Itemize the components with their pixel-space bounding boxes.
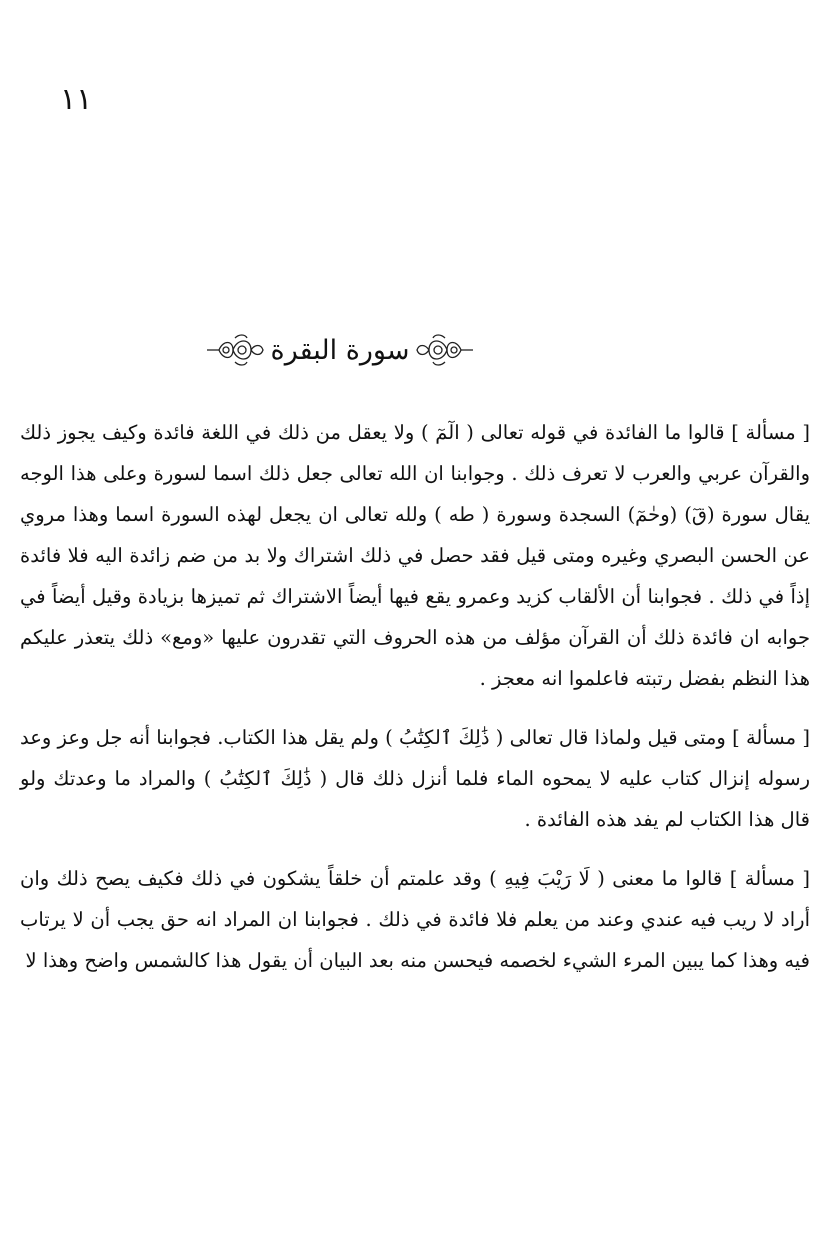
paragraph-1 [20,412,810,699]
paragraph-text: قالوا ما معنى ( لَا رَيْبَ فِيهِ ) وقد علمتم أن خلقاً يشكون في ذلك فكيف يصح ذلك وان أراد لا ريب فيه عندي وعند من يعلم فلا فائدة في ذلك . فجوابنا ان المراد انه حق يجب أن لا يرتاب فيه وهذا كما يبين المرء الشيء لخصمه فيحسن منه بعد البيان أن يقول هذا كالشمس واضح وهذا لا [20,867,810,972]
paragraph-2 [20,717,810,840]
paragraph-label: [ مسألة ] [729,867,810,890]
surah-title: سورة البقرة [270,334,410,366]
body-text [20,412,810,981]
surah-heading [205,320,475,380]
paragraph-text: قالوا ما الفائدة في قوله تعالى ( الٓمٓ ) ولا يعقل من ذلك في اللغة فائدة وكيف يجوز ذلك والقرآن عربي والعرب لا تعرف ذلك . وجوابنا ان الله تعالى جعل ذلك اسما لسورة وعلى هذا الوجه يقال سورة (قٓ) (وحٰمٓ) السجدة وسورة ( طه ) ولله تعالى ان يجعل لهذه السورة اسما وهذا مروي عن الحسن البصري وغيره ومتى قيل فقد حصل في ذلك اشتراك ولا بد من ضم زائدة اليه فلا فائدة إذاً في ذلك . فجوابنا أن الألقاب كزيد وعمرو يقع فيها أيضاً الاشتراك ثم تميزها بزيادة وقيل أيضاً في جوابه ان فائدة ذلك أن القرآن مؤلف من هذه الحروف التي تقدرون عليها «ومع» ذلك يتعذر عليكم هذا النظم بفضل رتبته فاعلموا انه معجز . [20,421,810,690]
ornament-right-icon [415,330,475,370]
paragraph-label: [ مسألة ] [732,726,810,749]
paragraph-label: [ مسألة ] [731,421,810,444]
page-number: ١١ [60,82,93,117]
ornament-left-icon [205,330,265,370]
paragraph-3 [20,858,810,981]
paragraph-text: ومتى قيل ولماذا قال تعالى ( ذَٰلِكَ ٱلكِتَٰبُ ) ولم يقل هذا الكتاب. فجوابنا أنه جل وعز وعد رسوله إنزال كتاب عليه لا يمحوه الماء فلما أنزل ذلك قال ( ذَٰلِكَ ٱلكِتَٰبُ ) والمراد ما وعدتك ولو قال هذا الكتاب لم يفد هذه الفائدة . [20,726,810,831]
